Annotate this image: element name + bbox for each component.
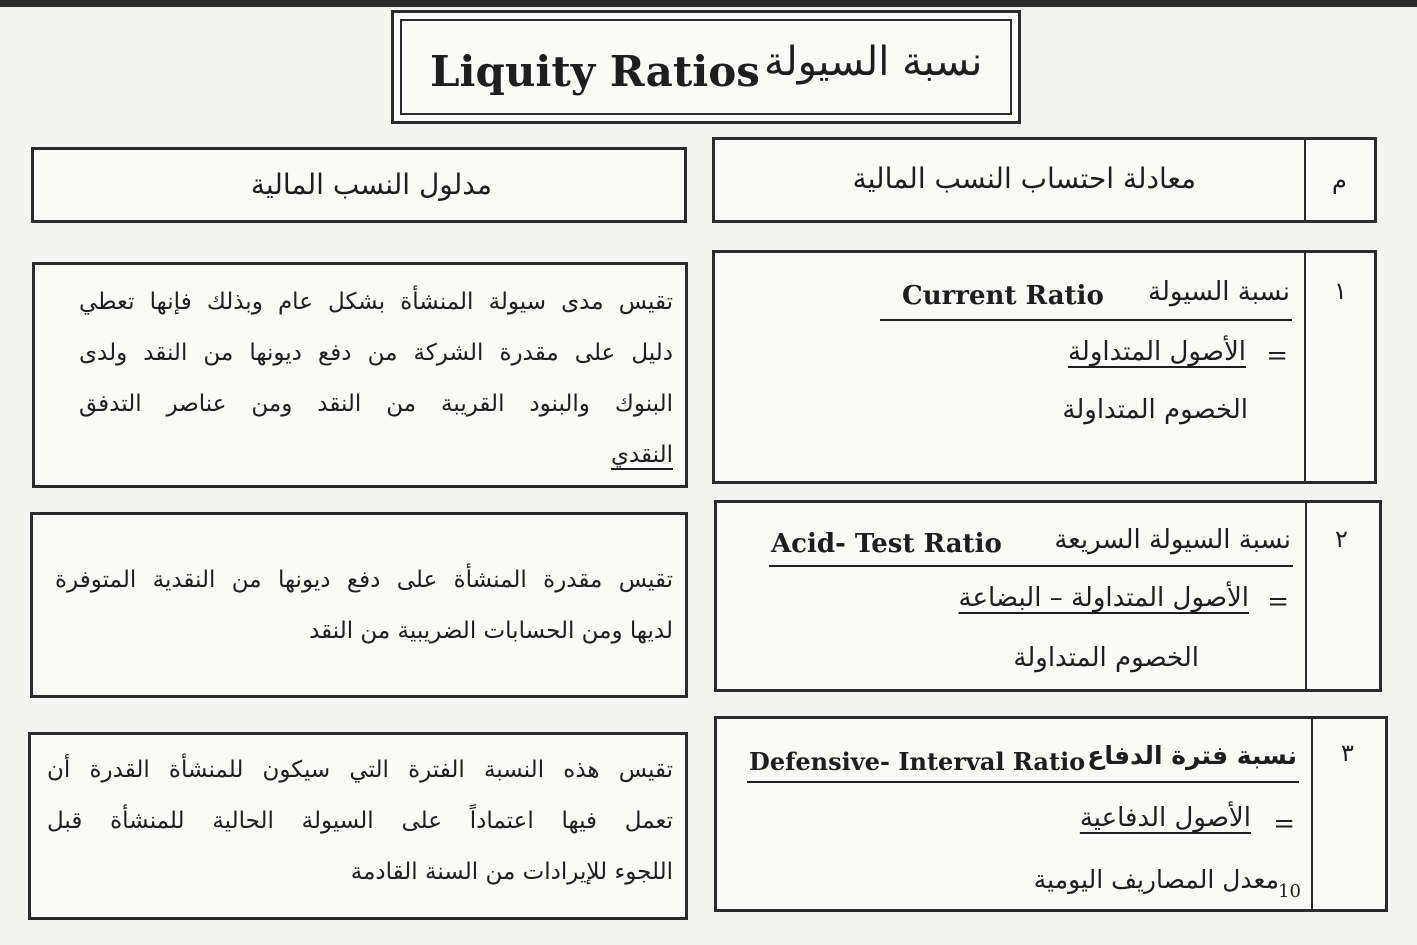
row-3-equals: =	[1273, 809, 1295, 839]
title-arabic: نسبة السيولة	[764, 39, 983, 85]
row-2-meaning-box	[30, 512, 688, 698]
header-formula-label: معادلة احتساب النسب المالية	[852, 162, 1196, 195]
row-2-num: ٢	[1335, 525, 1348, 553]
row-2-desc-line: تقيس مقدرة المنشأة على دفع ديونها من النقدية المتوفرة	[55, 567, 673, 593]
row-1-name-ar: نسبة السيولة	[1148, 277, 1290, 307]
page-number: 10	[1278, 881, 1301, 902]
row-1-desc-line: دليل على مقدرة الشركة من دفع ديونها من النقد ولدى	[79, 340, 673, 366]
header-num-cell	[1304, 140, 1374, 220]
row-3-name-ar: نسبة فترة الدفاع	[1087, 741, 1297, 770]
row-1-desc-line: النقدي	[610, 442, 673, 468]
row-2-formula-box	[714, 500, 1382, 692]
header-num-label: م	[1332, 166, 1347, 194]
row-2-description	[55, 555, 673, 657]
title-english: Liquity Ratios	[430, 47, 760, 96]
row-3-desc-line: تقيس هذه النسبة الفترة التي سيكون للمنشأة القدرة أن	[47, 757, 673, 783]
row-1-meaning-box	[32, 262, 688, 488]
row-2-desc-line: لديها ومن الحسابات الضريبية من النقد	[309, 618, 673, 644]
title-box	[391, 10, 1021, 124]
row-1-description	[79, 277, 673, 481]
row-3-num-cell	[1311, 719, 1385, 909]
header-meaning-box	[31, 147, 687, 223]
row-2-name-ar: نسبة السيولة السريعة	[1054, 525, 1291, 555]
row-1-desc-line: البنوك والبنود القريبة من النقد ومن عناصر التدفق	[79, 391, 673, 417]
row-3-num: ٣	[1341, 739, 1354, 767]
row-3-name-en: Defensive- Interval Ratio	[749, 747, 1086, 776]
row-3-numerator: الأصول الدفاعية	[1079, 803, 1251, 833]
row-2-num-cell	[1305, 503, 1379, 689]
row-1-desc-line: تقيس مدى سيولة المنشأة بشكل عام وبذلك فإنها تعطي	[79, 289, 673, 315]
row-3-desc-line: اللجوء للإيرادات من السنة القادمة	[350, 859, 673, 885]
row-2-title-underline	[769, 523, 1293, 567]
row-3-title-underline	[747, 739, 1299, 783]
row-1-equals: =	[1266, 341, 1288, 371]
row-2-equals: =	[1267, 587, 1289, 617]
row-2-name-en: Acid- Test Ratio	[771, 529, 1002, 559]
row-3-description	[47, 745, 673, 898]
row-2-numerator: الأصول المتداولة – البضاعة	[958, 583, 1249, 613]
row-1-denominator: الخصوم المتداولة	[1062, 395, 1248, 425]
row-2-denominator: الخصوم المتداولة	[1013, 643, 1199, 673]
row-1-num: ١	[1334, 277, 1347, 305]
row-1-num-cell	[1304, 253, 1374, 481]
row-3-formula-box	[714, 716, 1388, 912]
row-1-title-underline	[880, 273, 1292, 321]
row-1-numerator: الأصول المتداولة	[1067, 337, 1246, 367]
top-edge-shadow	[0, 0, 1417, 7]
header-meaning-label: مدلول النسب المالية	[250, 168, 492, 201]
row-3-desc-line: تعمل فيها اعتماداً على السيولة الحالية للمنشأة قبل	[47, 808, 673, 834]
row-3-denominator: معدل المصاريف اليومية	[1033, 865, 1279, 894]
header-formula-box	[712, 137, 1377, 223]
row-1-formula-box	[712, 250, 1377, 484]
row-1-name-en: Current Ratio	[902, 281, 1104, 311]
row-3-meaning-box	[28, 732, 688, 920]
